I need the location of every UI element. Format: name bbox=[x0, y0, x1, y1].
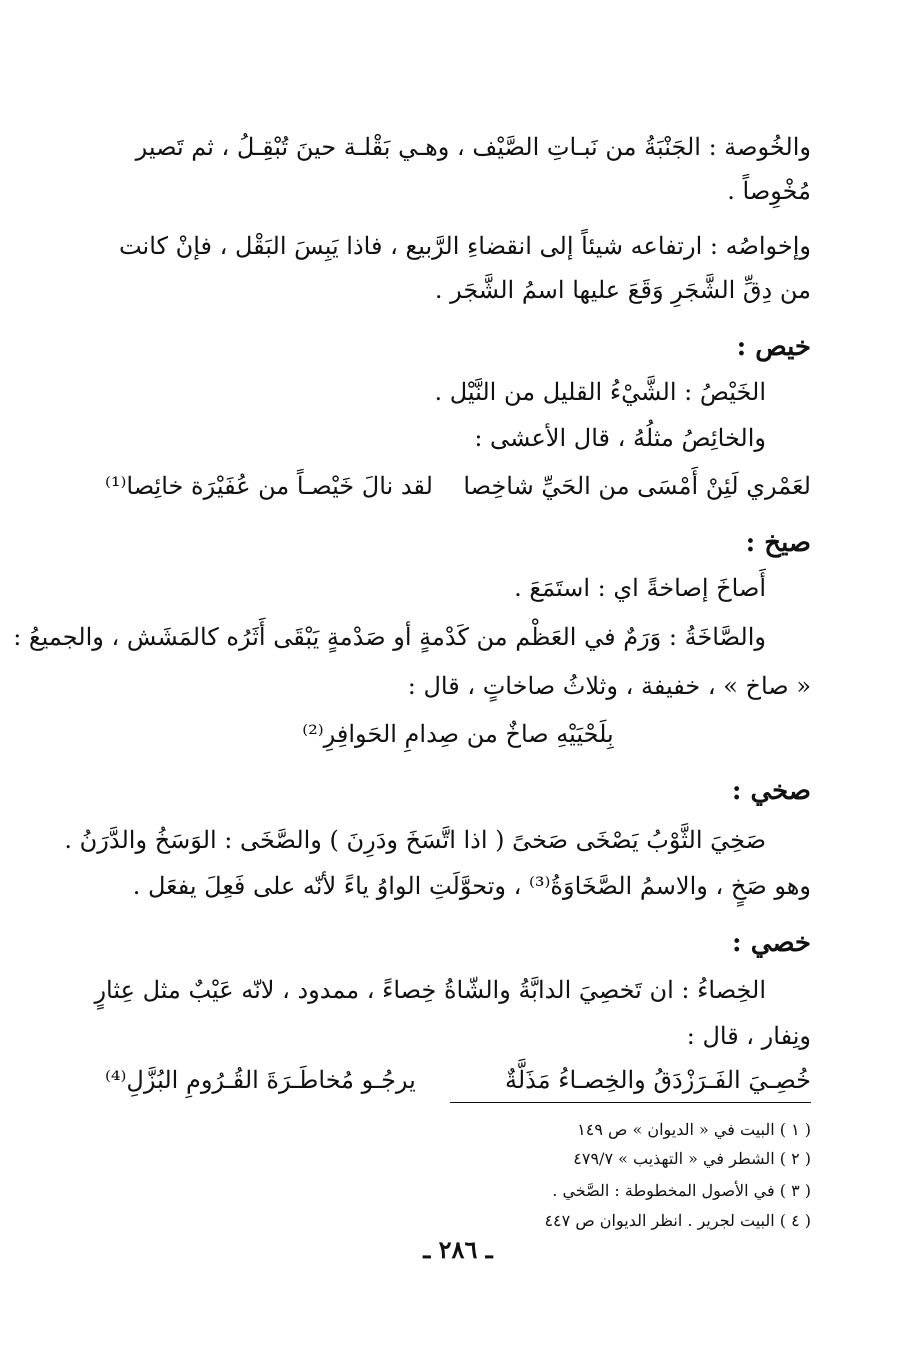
footnote-separator bbox=[450, 1102, 811, 1103]
text-line: « صاخ » ، خفيفة ، وثلاثُ صاخاتٍ ، قال : bbox=[407, 672, 811, 700]
entry-heading: صخي : bbox=[731, 776, 811, 806]
entry-heading: خصي : bbox=[732, 928, 811, 958]
poetry-verse bbox=[105, 466, 811, 506]
poetry-verse bbox=[105, 1060, 811, 1100]
text-line: مُخْوِصاً . bbox=[727, 177, 811, 205]
text-line: والخُوصة : الجَنْبَةُ من نَبـاتِ الصَّيْف ، وهـي بَقْلـة حينَ تُبْقِـلُ ، ثم تَصير bbox=[135, 133, 811, 161]
entry-heading: خيص : bbox=[736, 332, 811, 362]
text-line: وهو صَخٍ ، والاسمُ الصَّخَاوَةُ⁽³⁾ ، وتحوَّلَتِ الواوُ ياءً لأنّه على فَعِلَ يفعَل . bbox=[132, 872, 811, 900]
verse-hemistich: لقد نالَ خَيْصـاً من عُفَيْرَة خائِصا⁽¹⁾ bbox=[105, 472, 433, 500]
text-line: صَخِيَ الثَّوْبُ يَصْخَى صَخىً ( اذا اتَّسَخَ ودَرِنَ ) والصَّخَى : الوَسَخُ والدَّرَنُ . bbox=[64, 826, 766, 854]
page-number: ـ ٢٨٦ ـ bbox=[423, 1235, 493, 1264]
text-line: من دِقِّ الشَّجَرِ وَقَعَ عليها اسمُ الشَّجَر . bbox=[434, 276, 811, 304]
text-line: والخائِصُ مثلُهُ ، قال الأعشى : bbox=[474, 424, 766, 452]
text-line: ونِفار ، قال : bbox=[686, 1022, 811, 1050]
footnote: ( ٤ ) البيت لجرير . انظر الديوان ص ٤٤٧ bbox=[544, 1211, 811, 1230]
footnote: ( ٣ ) في الأصول المخطوطة : الصَّخي . bbox=[552, 1181, 811, 1200]
verse-hemistich: يرجُـو مُخاطَـرَةَ القُـرُومِ البُزَّلِ⁽⁴⁾ bbox=[105, 1066, 416, 1094]
entry-heading: صيخ : bbox=[745, 528, 811, 558]
verse-hemistich: لعَمْري لَئِنْ أَمْسَى من الحَيِّ شاخِصا bbox=[463, 472, 811, 500]
text-line: الخِصاءُ : ان تَخصِيَ الدابَّةُ والشّاةُ خِصاءً ، ممدود ، لانّه عَيْبٌ مثل عِثارٍ bbox=[94, 976, 766, 1004]
poetry-verse: بِلَحْيَيْهِ صاخٌ من صِدامِ الحَوافِرِ⁽²⁾ bbox=[302, 720, 614, 748]
text-line: الخَيْصُ : الشَّيْءُ القليل من النَّيْل . bbox=[434, 378, 766, 406]
text-line: والصَّاخَةُ : وَرَمٌ في العَظْم من كَدْمةٍ أو صَدْمةٍ يَبْقَى أَثَرُه كالمَشَش ، والجميعُ : bbox=[13, 623, 766, 651]
footnote: ( ٢ ) الشطر في « التهذيب » ٤٧٩/٧ bbox=[573, 1149, 811, 1168]
verse-hemistich: خُصِـيَ الفَـرَزْدَقُ والخِصـاءُ مَذَلَّةٌ bbox=[505, 1066, 811, 1094]
text-line: وإخواصُه : ارتفاعه شيئاً إلى انقضاءِ الرَّبيع ، فاذا يَبِسَ البَقْل ، فإنْ كانت bbox=[118, 232, 811, 260]
text-line: أَصاخَ إصاخةً اي : استَمَعَ . bbox=[514, 574, 766, 602]
footnote: ( ١ ) البيت في « الديوان » ص ١٤٩ bbox=[577, 1120, 811, 1139]
